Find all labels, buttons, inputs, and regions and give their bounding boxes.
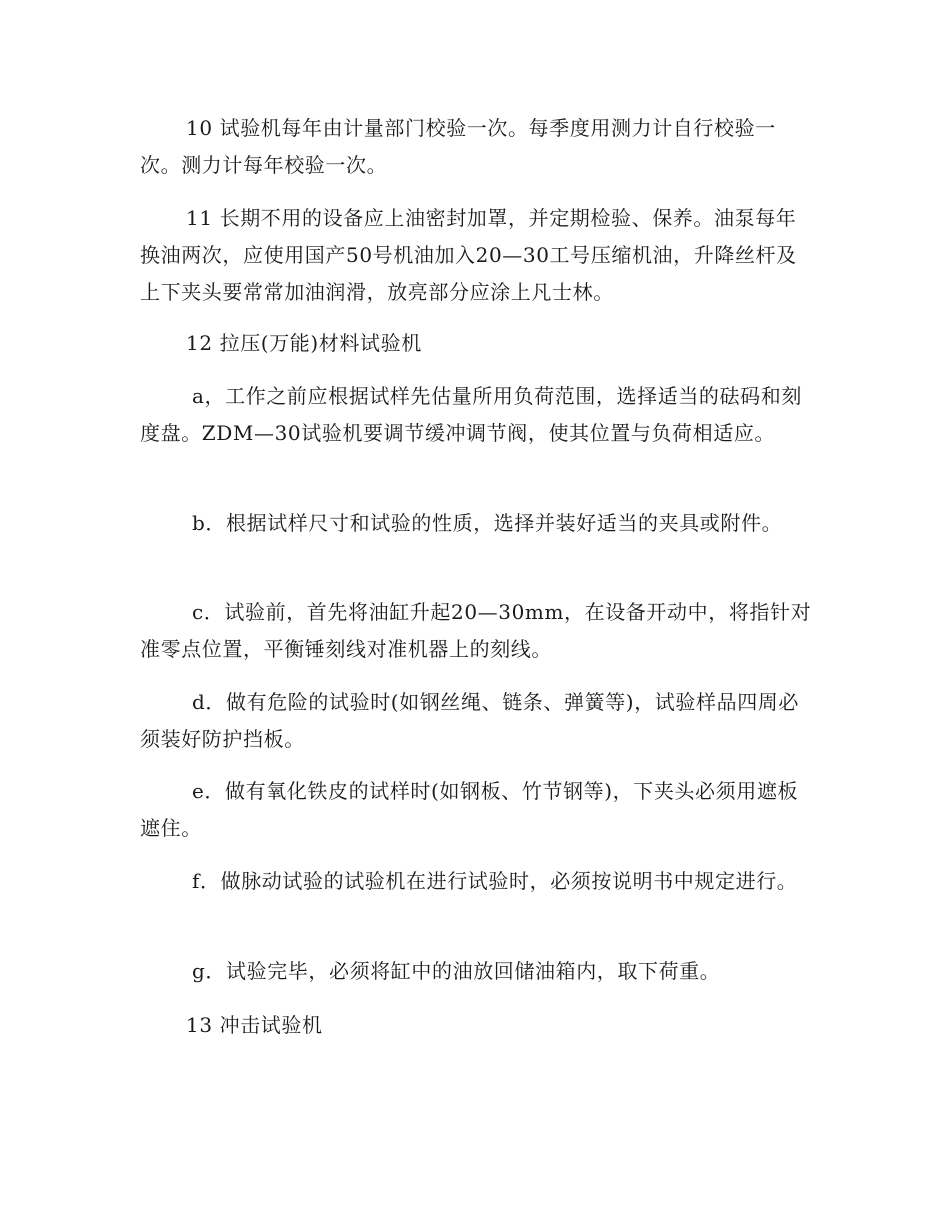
paragraph-12-g — [140, 953, 812, 990]
paragraph-10 — [140, 110, 812, 184]
paragraph-text: c．试验前，首先将油缸升起20—30mm，在设备开动中，将指针对准零点位置，平衡锤刻线对准机器上的刻线。 — [140, 600, 812, 661]
paragraph-text: d．做有危险的试验时(如钢丝绳、链条、弹簧等)，试验样品四周必须装好防护挡板。 — [140, 690, 800, 751]
paragraph-text: 13 冲击试验机 — [186, 1013, 323, 1037]
paragraph-12-d — [140, 684, 812, 758]
paragraph-text: f．做脉动试验的试验机在进行试验时，必须按说明书中规定进行。 — [192, 869, 798, 893]
paragraph-12-c — [140, 594, 812, 668]
paragraph-text: 10 试验机每年由计量部门校验一次。每季度用测力计自行校验一次。测力计每年校验一次。 — [140, 116, 776, 177]
paragraph-text: a，工作之前应根据试样先估量所用负荷范围，选择适当的砝码和刻度盘。ZDM—30试验机要调节缓冲调节阀，使其位置与负荷相适应。 — [140, 384, 802, 445]
paragraph-text: b．根据试样尺寸和试验的性质，选择并装好适当的夹具或附件。 — [192, 511, 783, 535]
paragraph-12-e — [140, 773, 812, 847]
paragraph-text: e．做有氧化铁皮的试样时(如钢板、竹节钢等)，下夹头必须用遮板遮住。 — [140, 779, 799, 840]
paragraph-text: g．试验完毕，必须将缸中的油放回储油箱内，取下荷重。 — [192, 959, 721, 983]
paragraph-12-b — [140, 505, 812, 542]
paragraph-12-heading — [140, 325, 812, 362]
paragraph-13-heading — [140, 1007, 812, 1044]
paragraph-12-a — [140, 378, 812, 452]
paragraph-text: 12 拉压(万能)材料试验机 — [186, 331, 422, 355]
paragraph-text: 11 长期不用的设备应上油密封加罩，并定期检验、保养。油泵每年换油两次，应使用国产50号机油加入20—30工号压缩机油，升降丝杆及上下夹头要常常加油润滑，放亮部分应涂上凡士林。 — [140, 206, 797, 304]
paragraph-12-f — [140, 863, 812, 900]
paragraph-11 — [140, 200, 812, 311]
